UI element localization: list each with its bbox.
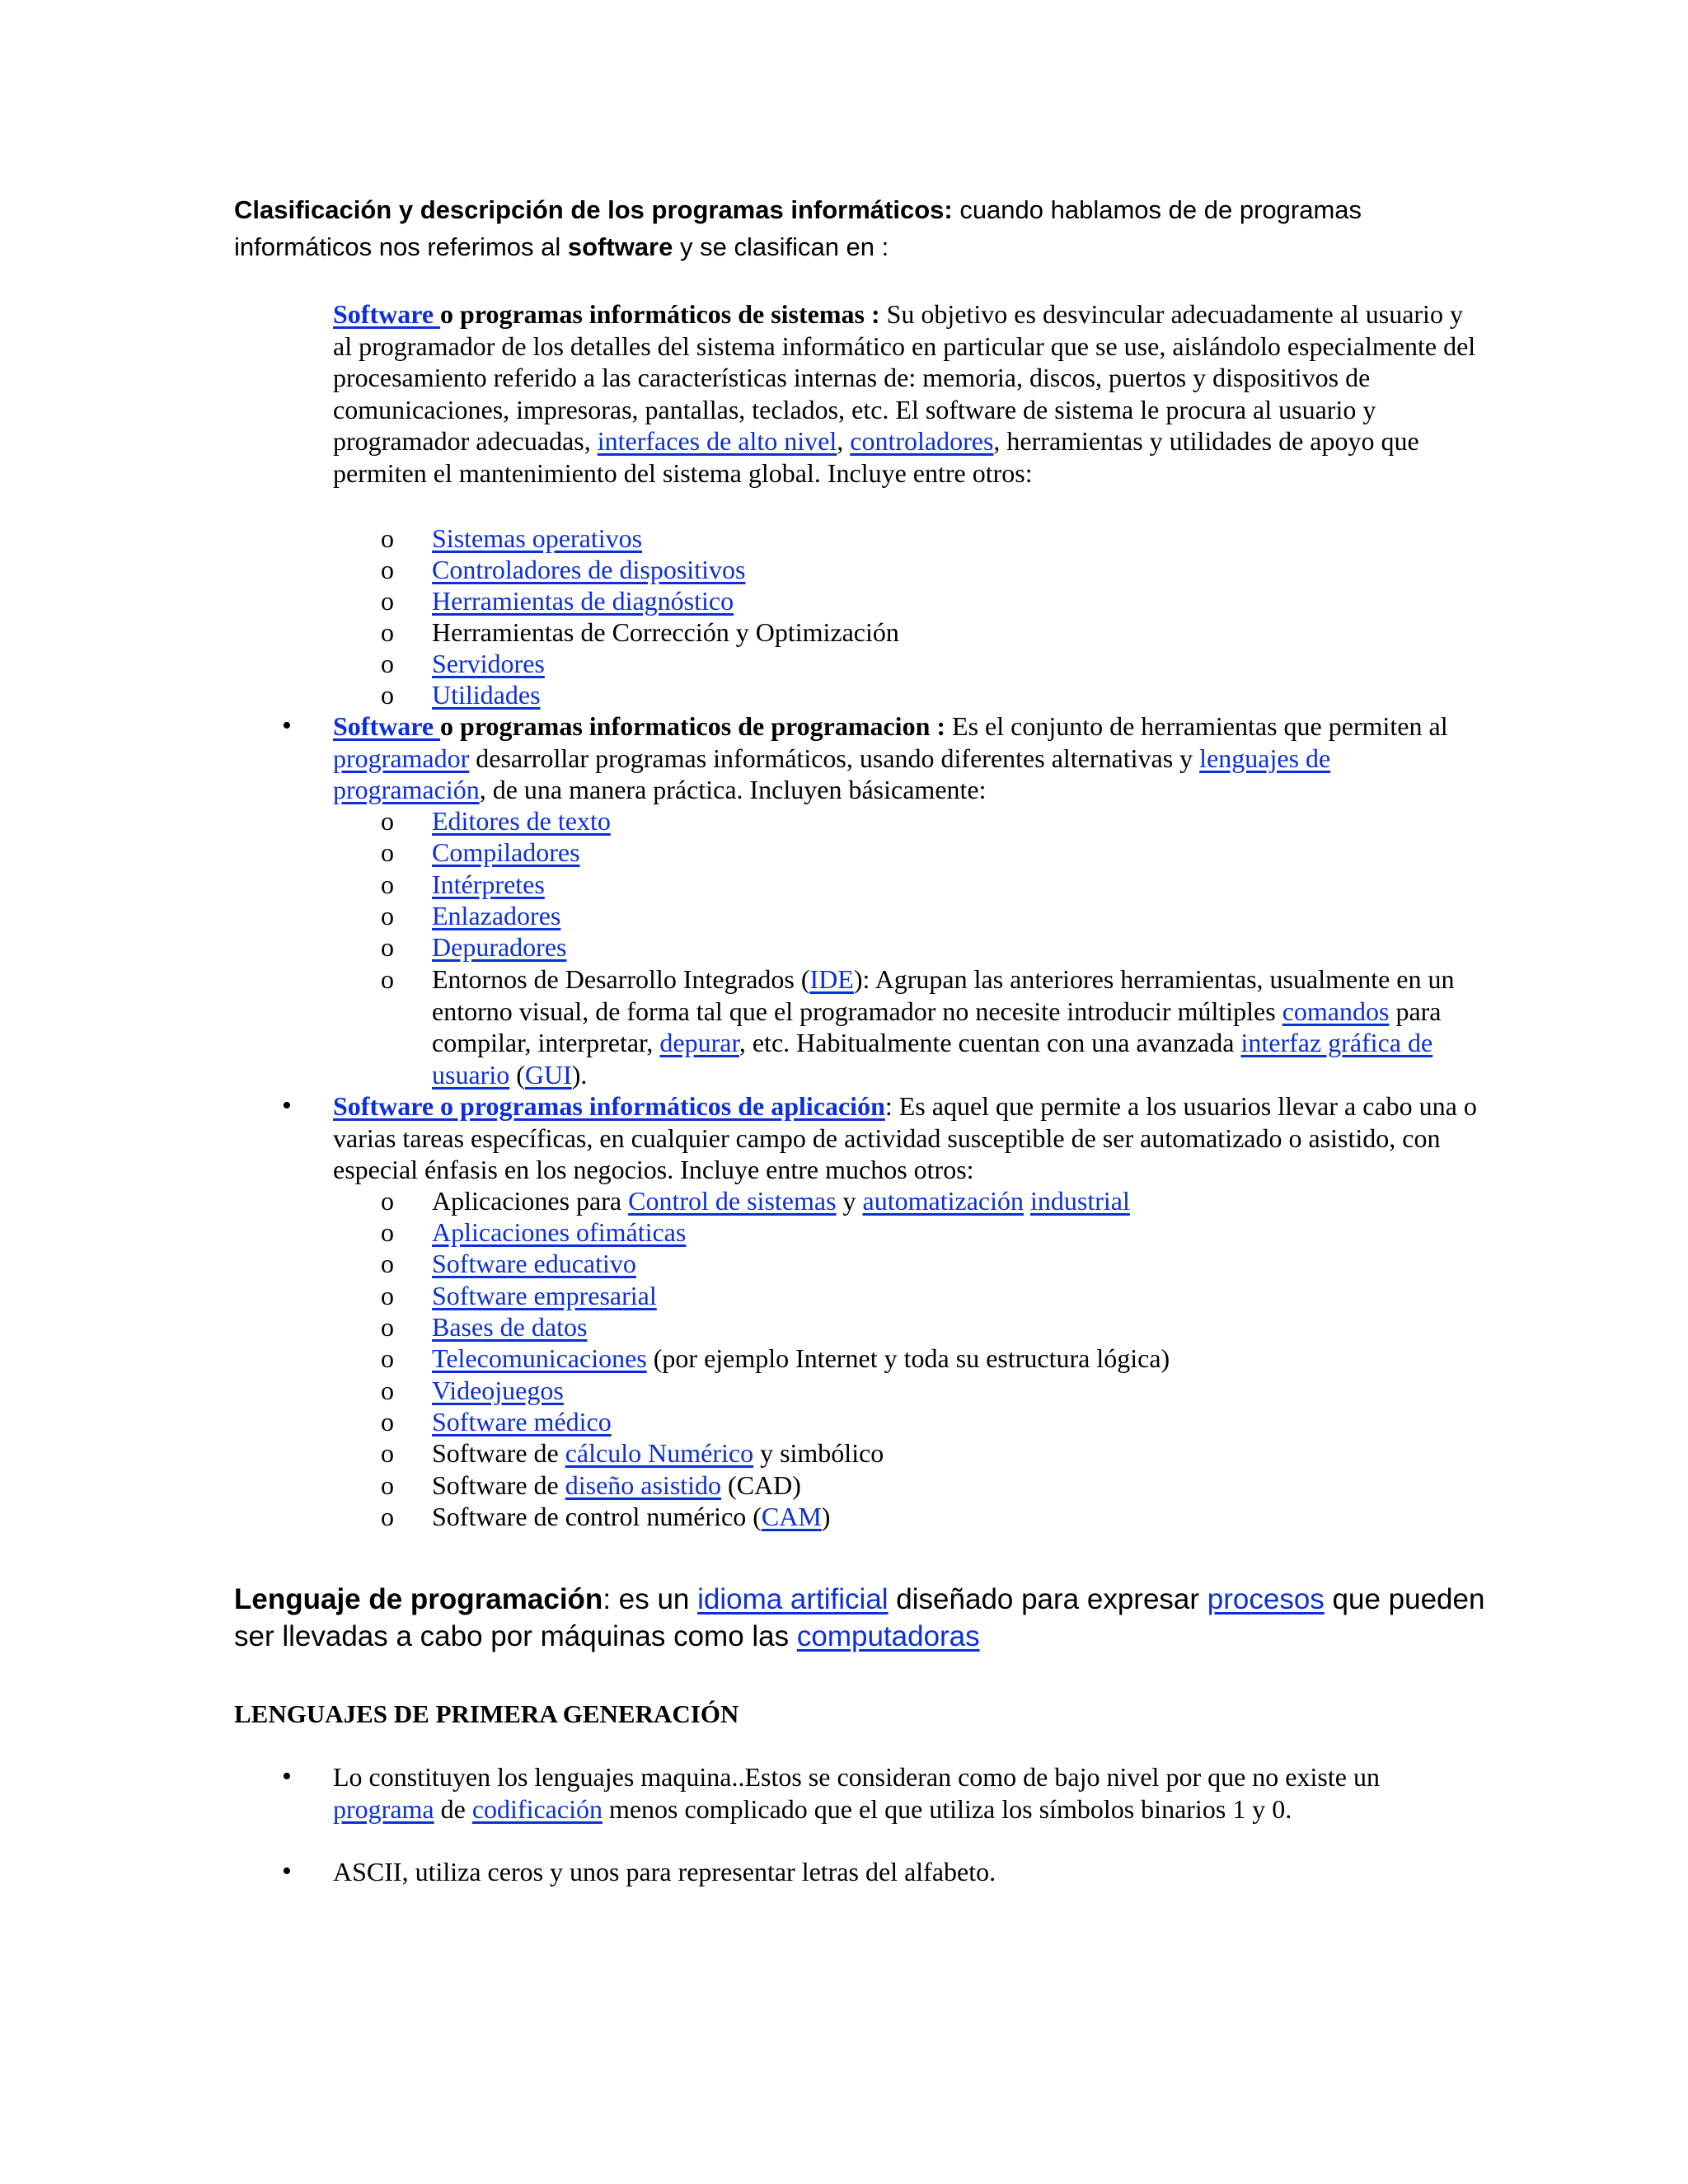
link-idioma-artificial[interactable]: idioma artificial <box>697 1583 889 1615</box>
cam-text2: ) <box>821 1502 831 1531</box>
list-item-software-medico[interactable]: Software médico <box>432 1407 612 1436</box>
list-bullet: o <box>381 1502 394 1531</box>
list-bullet: o <box>381 1217 394 1247</box>
list-bullet: o <box>381 586 394 616</box>
control-text2: y <box>836 1186 863 1216</box>
intro-text-a: cuando hablamos de de programas informáticos nos referimos al <box>234 195 1362 261</box>
language-def-text3: que pueden ser llevadas a cabo por máquinas como las <box>234 1583 1485 1652</box>
language-definition <box>234 1581 1487 1655</box>
link-programador[interactable]: programador <box>333 743 470 773</box>
list-item-utilidades[interactable]: Utilidades <box>432 680 541 710</box>
link-telecomunicaciones[interactable]: Telecomunicaciones <box>432 1343 647 1373</box>
link-interfaz-grafica[interactable]: interfaz gráfica de usuario <box>432 1028 1433 1090</box>
list-item-software-empresarial[interactable]: Software empresarial <box>432 1281 657 1310</box>
first-gen-text3: menos complicado que el que utiliza los símbolos binarios 1 y 0. <box>602 1793 1292 1824</box>
programming-software-link[interactable]: Software <box>333 711 441 741</box>
cam-text1: Software de control numérico ( <box>432 1502 762 1531</box>
application-software-text1: : Es aquel que permite a los usuarios llevar a cabo una o varias tareas específicas, en cualquier campo de actividad susceptible de ser automatizado o asistido, con especial énfasis en los negocios. Incluye entre muchos otros: <box>333 1091 1477 1184</box>
system-software-text2: , herramientas y utilidades de apoyo que permiten el mantenimiento del sistema global. Incluye entre otros: <box>333 426 1419 488</box>
list-bullet: o <box>381 1249 394 1278</box>
list-item-videojuegos[interactable]: Videojuegos <box>432 1376 564 1405</box>
list-bullet: o <box>381 1376 394 1405</box>
list-item-sistemas-operativos[interactable]: Sistemas operativos <box>432 523 643 553</box>
intro-paragraph <box>234 191 1487 265</box>
list-bullet: o <box>381 1312 394 1342</box>
cad-text2: (CAD) <box>721 1470 801 1500</box>
programming-software-text2: desarrollar programas informáticos, usando diferentes alternativas y <box>469 743 1200 773</box>
list-item-editores-texto[interactable]: Editores de texto <box>432 806 611 836</box>
programming-software-text1: Es el conjunto de herramientas que permiten al <box>945 711 1448 741</box>
list-bullet: o <box>381 1407 394 1436</box>
link-codificacion[interactable]: codificación <box>471 1793 603 1824</box>
control-text3 <box>1024 1186 1030 1216</box>
first-gen-text1: Lo constituyen los lenguajes maquina..Estos se consideran como de bajo nivel por que no existe un <box>333 1762 1380 1792</box>
link-cam[interactable]: CAM <box>761 1502 822 1531</box>
list-item-bases-datos[interactable]: Bases de datos <box>432 1312 588 1342</box>
main-bullet: • <box>282 1090 292 1121</box>
application-software-link[interactable]: Software o programas informáticos de aplicación <box>333 1091 885 1121</box>
list-item-servidores[interactable]: Servidores <box>432 649 545 678</box>
list-bullet: o <box>381 837 394 867</box>
list-bullet: o <box>381 555 394 584</box>
telecom-text1: (por ejemplo Internet y toda su estructura lógica) <box>646 1343 1170 1373</box>
main-bullet: • <box>282 710 292 741</box>
list-item-herramientas-correccion: Herramientas de Corrección y Optimización <box>432 617 899 647</box>
programming-software-paragraph <box>333 710 1487 806</box>
first-gen-paragraph-2: ASCII, utiliza ceros y unos para representar letras del alfabeto. <box>333 1857 996 1886</box>
system-software-link[interactable]: Software <box>333 299 441 329</box>
link-ide[interactable]: IDE <box>809 964 854 994</box>
ide-text6: ). <box>571 1059 588 1090</box>
list-item-compiladores[interactable]: Compiladores <box>432 837 580 867</box>
list-bullet: o <box>381 869 394 899</box>
calc-text2: y simbólico <box>753 1438 884 1468</box>
list-item-interpretes[interactable]: Intérpretes <box>432 869 545 899</box>
link-industrial[interactable]: industrial <box>1030 1186 1130 1216</box>
list-bullet: o <box>381 1281 394 1310</box>
first-gen-text2: de <box>434 1793 472 1824</box>
list-bullet: o <box>381 617 394 647</box>
list-bullet: o <box>381 964 394 994</box>
main-bullet: • <box>282 1761 292 1792</box>
link-computadoras[interactable]: computadoras <box>796 1620 980 1652</box>
list-bullet: o <box>381 523 394 553</box>
list-item-control-numerico <box>432 1501 1495 1533</box>
language-def-text1: : es un <box>603 1583 698 1615</box>
link-depurar[interactable]: depurar <box>659 1028 739 1057</box>
list-item-control-sistemas <box>432 1185 1495 1217</box>
section-heading-first-generation: LENGUAJES DE PRIMERA GENERACIÓN <box>234 1699 739 1728</box>
link-gui[interactable]: GUI <box>524 1059 572 1090</box>
language-def-text2: diseñado para expresar <box>888 1583 1207 1615</box>
list-item-aplicaciones-ofimaticas[interactable]: Aplicaciones ofimáticas <box>432 1217 687 1247</box>
list-item-controladores-dispositivos[interactable]: Controladores de dispositivos <box>432 555 746 584</box>
application-software-paragraph <box>333 1090 1487 1186</box>
list-bullet: o <box>381 1470 394 1500</box>
list-bullet: o <box>381 1186 394 1216</box>
list-item-ide <box>432 963 1495 1090</box>
list-bullet: o <box>381 806 394 836</box>
link-lenguajes-programacion[interactable]: lenguajes de programación <box>333 743 1331 804</box>
programming-software-bold: o programas informaticos de programacion : <box>440 711 946 741</box>
main-bullet: • <box>282 1856 292 1886</box>
list-item-enlazadores[interactable]: Enlazadores <box>432 901 561 930</box>
system-software-paragraph <box>333 298 1487 489</box>
language-definition-bold: Lenguaje de programación <box>234 1583 603 1615</box>
link-calculo-numerico[interactable]: cálculo Numérico <box>565 1438 754 1468</box>
list-item-software-educativo[interactable]: Software educativo <box>432 1249 636 1278</box>
programming-software-text3: , de una manera práctica. Incluyen básicamente: <box>479 775 987 804</box>
system-software-bold: o programas informáticos de sistemas : <box>440 299 880 329</box>
list-bullet: o <box>381 649 394 678</box>
link-interfaces-alto-nivel[interactable]: interfaces de alto nivel <box>597 426 837 456</box>
link-comandos[interactable]: comandos <box>1282 996 1390 1026</box>
list-bullet: o <box>381 901 394 930</box>
ide-text2: ): Agrupan las anteriores herramientas, usualmente en un entorno visual, de forma tal que el programador no necesite introducir múltiples <box>432 964 1455 1026</box>
link-programa[interactable]: programa <box>333 1793 434 1824</box>
list-item-herramientas-diagnostico[interactable]: Herramientas de diagnóstico <box>432 586 734 616</box>
intro-text-b: y se clasifican en : <box>673 232 889 261</box>
list-bullet: o <box>381 1438 394 1468</box>
list-item-diseno-asistido <box>432 1469 1495 1502</box>
link-procesos[interactable]: procesos <box>1207 1583 1325 1615</box>
system-software-sep: , <box>837 426 851 456</box>
ide-text3: para compilar, interpretar, <box>432 996 1442 1057</box>
link-control-sistemas[interactable]: Control de sistemas <box>628 1186 837 1216</box>
cad-text1: Software de <box>432 1470 565 1500</box>
list-bullet: o <box>381 932 394 962</box>
system-software-text1: Su objetivo es desvincular adecuadamente al usuario y al programador de los detalles del sistema informático en particular que se use, aislándolo especialmente del procesamiento referido a las características internas de: memoria, discos, puertos y dispositivos de comunicaciones, impresoras, pantallas, teclados, etc. El software de sistema le procura al usuario y programador adecuadas, <box>333 299 1476 456</box>
list-bullet: o <box>381 1343 394 1373</box>
list-bullet: o <box>381 680 394 710</box>
link-controladores[interactable]: controladores <box>850 426 994 456</box>
calc-text1: Software de <box>432 1438 565 1468</box>
intro-bold-software: software <box>567 232 673 261</box>
ide-text5: ( <box>509 1059 525 1090</box>
link-automatizacion[interactable]: automatización <box>862 1186 1024 1216</box>
intro-heading: Clasificación y descripción de los programas informáticos: <box>234 195 953 224</box>
first-gen-paragraph-1 <box>333 1761 1487 1825</box>
control-text1: Aplicaciones para <box>432 1186 629 1216</box>
list-item-depuradores[interactable]: Depuradores <box>432 932 567 962</box>
ide-text4: , etc. Habitualmente cuentan con una avanzada <box>738 1028 1241 1057</box>
list-item-calculo-numerico <box>432 1437 1495 1469</box>
ide-text1: Entornos de Desarrollo Integrados ( <box>432 964 810 994</box>
link-diseno-asistido[interactable]: diseño asistido <box>565 1470 722 1500</box>
list-item-telecomunicaciones <box>432 1343 1495 1375</box>
